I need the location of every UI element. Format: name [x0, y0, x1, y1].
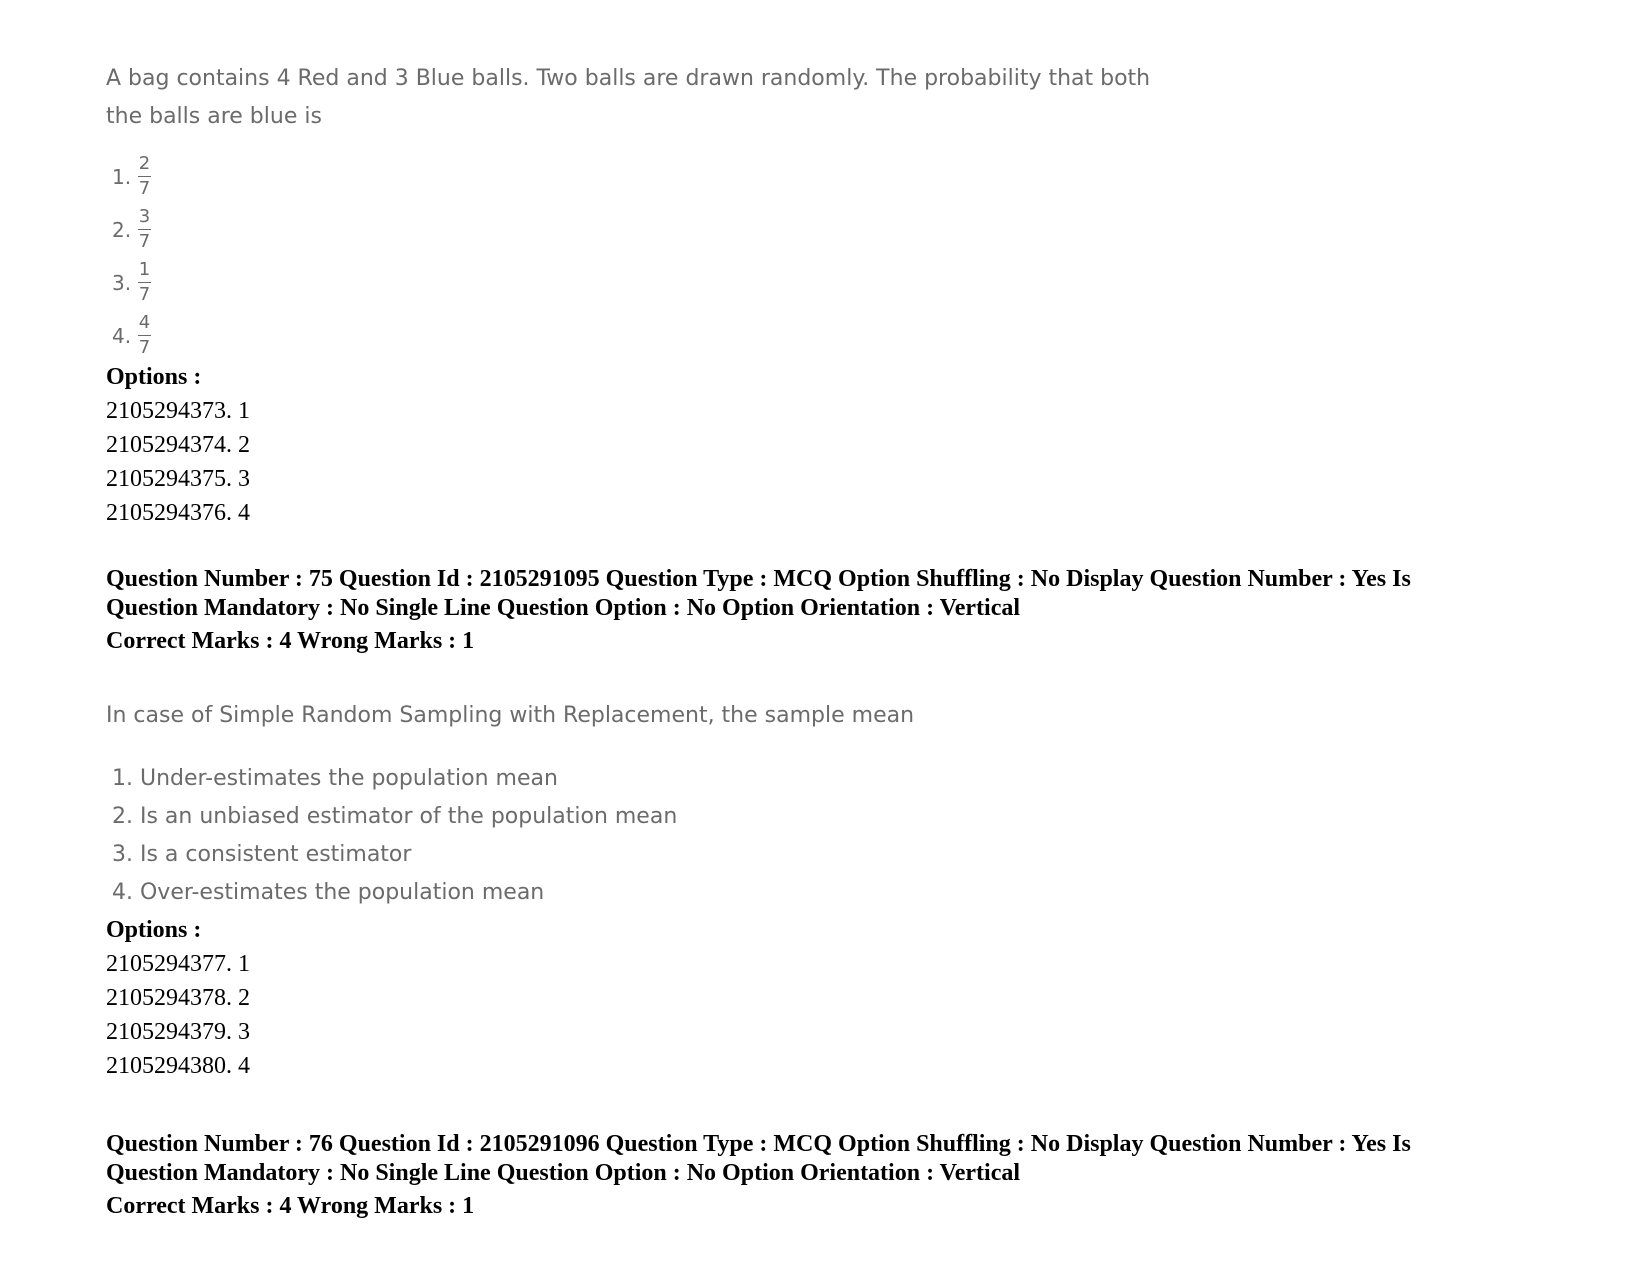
question-74 — [106, 60, 1150, 136]
fraction-numerator: 4 — [138, 311, 151, 333]
fraction-choice — [112, 150, 151, 203]
options-heading: Options : — [106, 917, 202, 943]
option-id-row: 2105294376. 4 — [106, 500, 250, 526]
option-id-row: 2105294380. 4 — [106, 1053, 250, 1079]
fraction-choice — [112, 203, 151, 256]
question-meta-line-2: Question Mandatory : No Single Line Question Option : No Option Orientation : Vertical — [106, 1160, 1021, 1186]
fraction-bar — [138, 335, 151, 337]
fraction-choice-list — [106, 150, 151, 362]
option-id-row: 2105294373. 1 — [106, 398, 250, 424]
option-id-row: 2105294374. 2 — [106, 432, 250, 458]
fraction-bar — [138, 229, 151, 231]
fraction-denominator: 7 — [138, 178, 151, 200]
options-block-75 — [106, 913, 250, 1083]
fraction-denominator: 7 — [138, 231, 151, 253]
choice-number: 4. — [112, 323, 132, 348]
option-id-row: 2105294379. 3 — [106, 1019, 250, 1045]
question-76-meta — [106, 1130, 1586, 1224]
fraction — [138, 206, 151, 254]
fraction — [138, 259, 151, 307]
question-marks: Correct Marks : 4 Wrong Marks : 1 — [106, 628, 475, 654]
answer-choice: 4. Over-estimates the population mean — [112, 880, 545, 905]
choice-number: 1. — [112, 164, 132, 189]
question-meta-line-1: Question Number : 76 Question Id : 2105291096 Question Type : MCQ Option Shuffling : No Display Question Number : Yes Is — [106, 1131, 1411, 1157]
option-id-row: 2105294377. 1 — [106, 951, 250, 977]
fraction-numerator: 1 — [138, 258, 151, 280]
question-meta-line-1: Question Number : 75 Question Id : 2105291095 Question Type : MCQ Option Shuffling : No Display Question Number : Yes Is — [106, 566, 1411, 592]
fraction-denominator: 7 — [138, 284, 151, 306]
choice-number: 3. — [112, 270, 132, 295]
fraction-bar — [138, 176, 151, 178]
fraction-denominator: 7 — [138, 337, 151, 359]
choice-number: 2. — [112, 217, 132, 242]
answer-choice: 2. Is an unbiased estimator of the population mean — [112, 804, 678, 829]
answer-choice: 3. Is a consistent estimator — [112, 842, 412, 867]
question-75-meta — [106, 565, 1586, 659]
question-marks: Correct Marks : 4 Wrong Marks : 1 — [106, 1193, 475, 1219]
options-block-74 — [106, 360, 250, 530]
question-stem: In case of Simple Random Sampling with Replacement, the sample mean — [106, 703, 915, 728]
question-stem-line-2: the balls are blue is — [106, 104, 322, 129]
fraction-bar — [138, 282, 151, 284]
option-id-row: 2105294375. 3 — [106, 466, 250, 492]
fraction-numerator: 3 — [138, 205, 151, 227]
option-id-row: 2105294378. 2 — [106, 985, 250, 1011]
fraction-numerator: 2 — [138, 152, 151, 174]
answer-choice-list — [106, 760, 677, 912]
fraction-choice — [112, 309, 151, 362]
options-heading: Options : — [106, 364, 202, 390]
fraction — [138, 312, 151, 360]
question-meta-line-2: Question Mandatory : No Single Line Question Option : No Option Orientation : Vertical — [106, 595, 1021, 621]
fraction-choice — [112, 256, 151, 309]
fraction — [138, 153, 151, 201]
answer-choice: 1. Under-estimates the population mean — [112, 766, 558, 791]
question-stem-line-1: A bag contains 4 Red and 3 Blue balls. Two balls are drawn randomly. The probability that both — [106, 66, 1151, 91]
